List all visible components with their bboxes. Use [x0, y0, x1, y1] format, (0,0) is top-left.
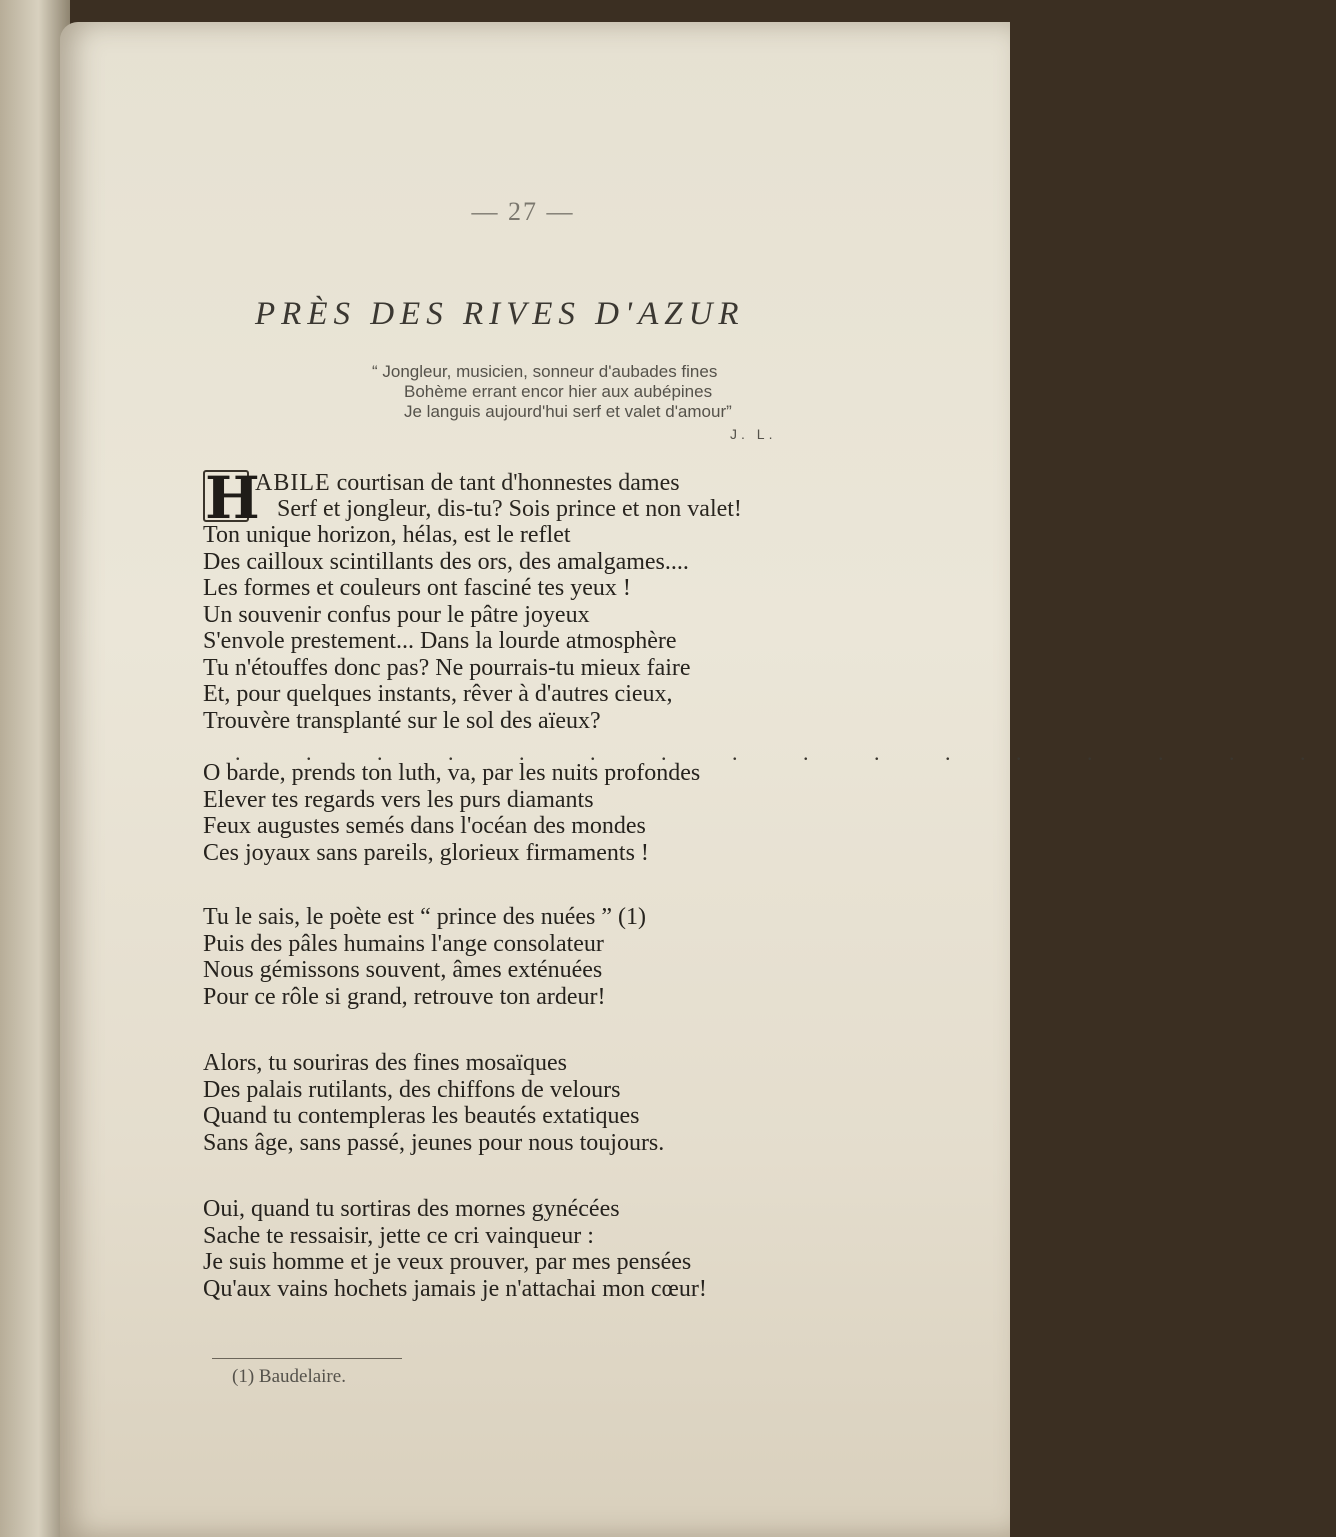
verse-line: Des cailloux scintillants des ors, des amalgames....	[203, 548, 689, 575]
stanza-separator: . . . . . . . . . . . . . . . .	[235, 740, 1336, 765]
stanza-1	[203, 464, 893, 734]
verse-line: Alors, tu souriras des fines mosaïques	[203, 1050, 567, 1076]
stanza-3	[203, 904, 893, 1010]
footnote-rule	[212, 1358, 402, 1359]
epigraph-line: “ Jongleur, musicien, sonneur d'aubades fines	[372, 362, 718, 381]
verse-line: Ces joyaux sans pareils, glorieux firmaments !	[203, 839, 649, 866]
first-line	[203, 464, 893, 532]
verse-line: Et, pour quelques instants, rêver à d'autres cieux,	[203, 681, 673, 707]
verse-line: Des palais rutilants, des chiffons de velours	[203, 1076, 621, 1103]
verse-line: Qu'aux vains hochets jamais je n'attachai mon cœur!	[203, 1275, 707, 1302]
verse-line: Un souvenir confus pour le pâtre joyeux	[203, 601, 590, 628]
verse-line: Tu le sais, le poète est “ prince des nuées ” (1)	[203, 904, 646, 930]
epigraph	[372, 362, 852, 444]
verse-line: Tu n'étouffes donc pas? Ne pourrais-tu mieux faire	[203, 654, 691, 681]
verse-line: Serf et jongleur, dis-tu? Sois prince et non valet!	[277, 496, 742, 522]
epigraph-line: Je languis aujourd'hui serf et valet d'amour”	[404, 402, 732, 421]
verse-line: Quand tu contempleras les beautés extatiques	[203, 1103, 640, 1129]
first-line-text	[255, 470, 742, 522]
first-word-rest: ABILE	[255, 470, 331, 496]
poem-title: PRÈS DES RIVES D'AZUR	[255, 296, 745, 332]
verse-line: Feux augustes semés dans l'océan des mondes	[203, 813, 646, 839]
verse-line: Les formes et couleurs ont fasciné tes yeux !	[203, 575, 631, 601]
stanza-4	[203, 1050, 893, 1156]
stanza-2	[203, 760, 893, 866]
epigraph-line: Bohème errant encor hier aux aubépines	[404, 382, 713, 401]
verse-line: Sans âge, sans passé, jeunes pour nous toujours.	[203, 1129, 665, 1156]
verse-line: courtisan de tant d'honnestes dames	[336, 470, 680, 496]
verse-line: Trouvère transplanté sur le sol des aïeux?	[203, 707, 601, 734]
verse-line: Ton unique horizon, hélas, est le reflet	[203, 522, 571, 548]
verse-line: Pour ce rôle si grand, retrouve ton ardeur!	[203, 983, 606, 1010]
drop-cap-letter: H	[205, 464, 260, 532]
footnote: (1) Baudelaire.	[232, 1366, 346, 1387]
verse-line: Je suis homme et je veux prouver, par mes pensées	[203, 1249, 692, 1275]
verse-line: Oui, quand tu sortiras des mornes gynécées	[203, 1196, 620, 1222]
page-number: — 27 —	[471, 197, 575, 226]
verse-line: O barde, prends ton luth, va, par les nuits profondes	[203, 760, 701, 786]
stanza-5	[203, 1196, 893, 1302]
verse-line: Puis des pâles humains l'ange consolateur	[203, 930, 604, 957]
verse-line: Nous gémissons souvent, âmes exténuées	[203, 957, 603, 983]
verse-line: Elever tes regards vers les purs diamants	[203, 786, 594, 813]
verse-line: Sache te ressaisir, jette ce cri vainqueur :	[203, 1222, 594, 1249]
epigraph-signature: J. L.	[730, 426, 777, 442]
verse-line: S'envole prestement... Dans la lourde atmosphère	[203, 628, 677, 654]
